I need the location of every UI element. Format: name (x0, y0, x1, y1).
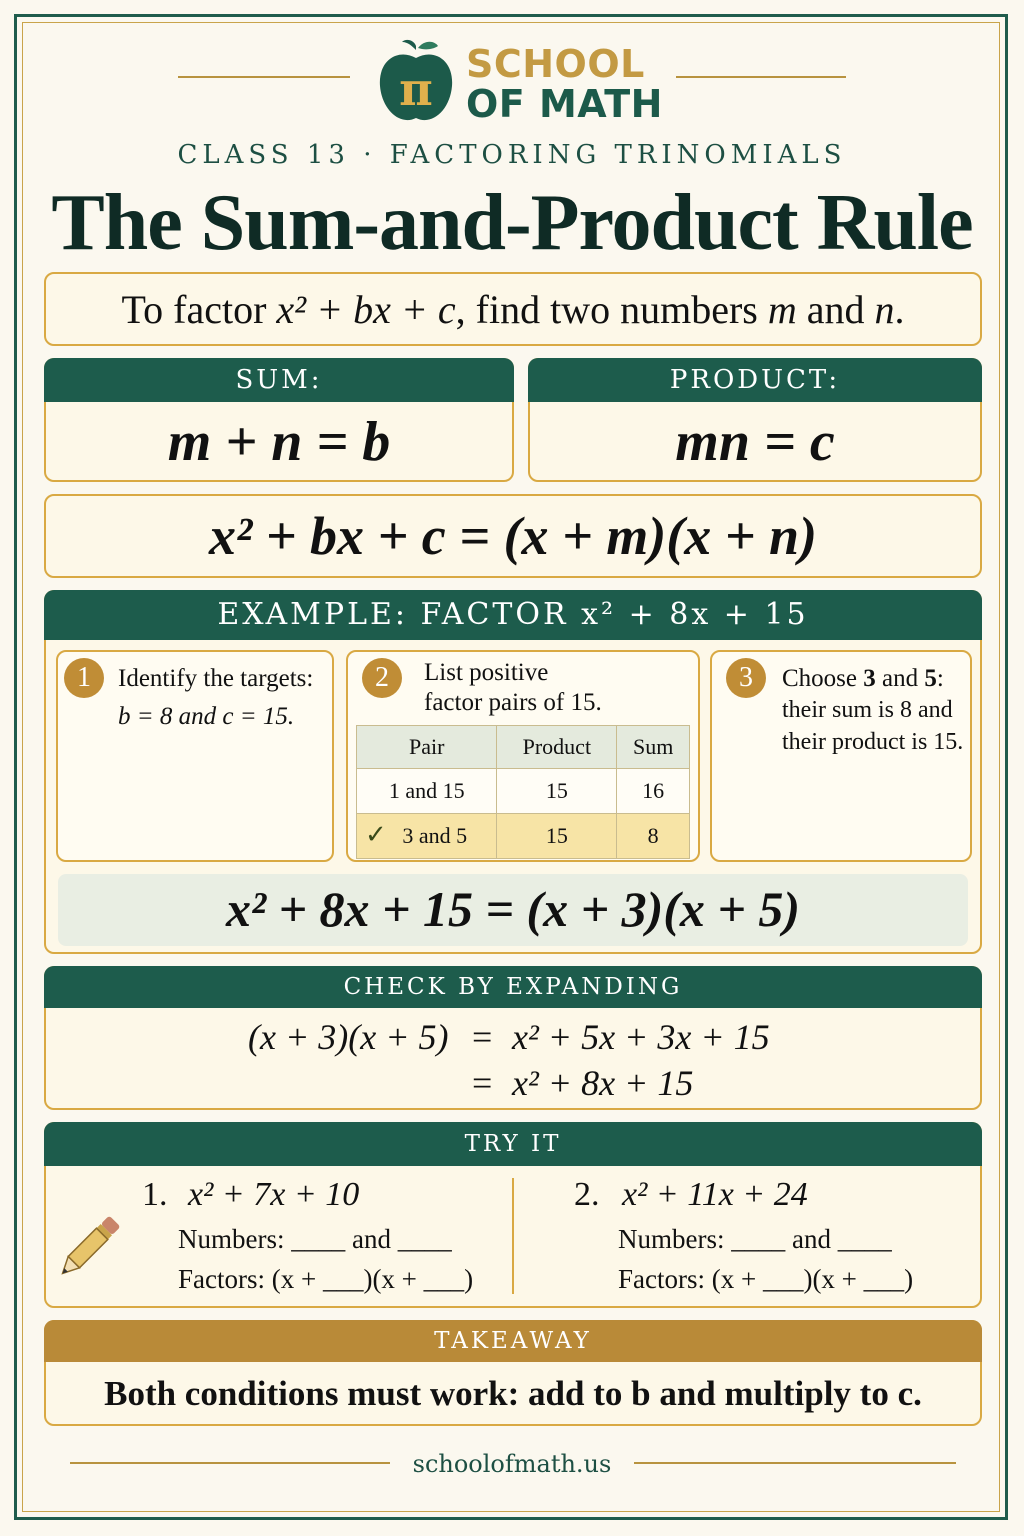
step3-line2: their sum is 8 and (782, 697, 953, 723)
apple-logo-icon (376, 38, 456, 126)
try-p1-numbers: Numbers: ____ and ____ (178, 1224, 452, 1254)
step2-line2: factor pairs of 15. (424, 689, 602, 716)
sum-label: SUM: (44, 358, 514, 402)
footer-url[interactable]: schoolofmath.us (412, 1450, 612, 1478)
table-cell (357, 814, 497, 859)
table-cell: 16 (617, 769, 690, 814)
table-cell: 15 (497, 769, 617, 814)
intro-pre: To factor (121, 287, 277, 332)
general-formula: x² + bx + c = (x + m)(x + n) (209, 506, 817, 566)
factor-pairs-table (356, 725, 690, 859)
header-rule-right (676, 76, 846, 78)
step3-line3: their product is 15. (782, 729, 964, 755)
intro-and: and (796, 287, 875, 332)
step2-line1: List positive (424, 659, 549, 686)
brand-line2: OF MATH (466, 82, 663, 126)
step1-number: 1 (64, 658, 104, 698)
pencil-icon (50, 1210, 126, 1286)
table-cell: 15 (497, 814, 617, 859)
step1-line2: b = 8 and c = 15. (118, 703, 295, 730)
class-subtitle: CLASS 13 · FACTORING TRINOMIALS (177, 140, 847, 170)
step3-line1 (782, 662, 944, 695)
table-header-sum: Sum (617, 726, 690, 769)
sum-formula: m + n = b (167, 411, 391, 473)
check-eq-1: = (472, 1017, 493, 1057)
step3-num-a: 3 (863, 665, 876, 692)
table-cell: 1 and 15 (357, 769, 497, 814)
try-divider (512, 1178, 514, 1294)
table-row-highlighted (357, 814, 690, 859)
table-cell-text: 3 and 5 (402, 823, 468, 848)
try-p2-numbers: Numbers: ____ and ____ (618, 1224, 892, 1254)
product-label: PRODUCT: (528, 358, 982, 402)
try-p2-expr: x² + 11x + 24 (622, 1176, 808, 1213)
intro-m: m (767, 287, 797, 332)
intro-mid: , find two numbers (455, 287, 768, 332)
intro-n: n (874, 287, 895, 332)
try-p2-number: 2. (574, 1176, 600, 1213)
takeaway-header: TAKEAWAY (44, 1320, 982, 1362)
table-header-row (357, 726, 690, 769)
try-p2-factors: Factors: (x + ___)(x + ___) (618, 1264, 914, 1294)
check-eq-2: = (472, 1063, 493, 1103)
try-p1-expr: x² + 7x + 10 (188, 1176, 360, 1213)
try-p1-number: 1. (142, 1176, 168, 1213)
step3-text: and (875, 665, 925, 692)
page-title: The Sum-and-Product Rule (51, 179, 973, 267)
try-p1-factors: Factors: (x + ___)(x + ___) (178, 1264, 474, 1294)
example-result: x² + 8x + 15 = (x + 3)(x + 5) (225, 881, 801, 937)
step1-line1: Identify the targets: (118, 665, 314, 692)
takeaway-text: Both conditions must work: add to b and multiply to c. (104, 1374, 922, 1413)
step3-number: 3 (726, 658, 766, 698)
example-header: EXAMPLE: FACTOR x² + 8x + 15 (44, 590, 982, 640)
brand-name (466, 44, 663, 124)
table-header-pair: Pair (357, 726, 497, 769)
check-rhs-1: x² + 5x + 3x + 15 (512, 1017, 770, 1057)
table-header-product: Product (497, 726, 617, 769)
table-row (357, 769, 690, 814)
step3-text: : (936, 665, 944, 692)
header-rule-left (178, 76, 350, 78)
brand-line1: SCHOOL (466, 42, 645, 86)
intro-box (44, 272, 982, 346)
intro-expr: x² + bx + c (276, 287, 456, 332)
step2-number: 2 (362, 658, 402, 698)
check-lhs: (x + 3)(x + 5) (248, 1017, 449, 1057)
pi-glyph: π (399, 62, 433, 116)
checkmark-icon: ✓ (365, 820, 387, 850)
intro-end: . (894, 287, 905, 332)
step3-text: Choose (782, 665, 864, 692)
check-rhs-2: x² + 8x + 15 (512, 1063, 694, 1103)
table-cell: 8 (617, 814, 690, 859)
product-formula: mn = c (675, 411, 835, 473)
step3-num-b: 5 (924, 665, 937, 692)
try-header: TRY IT (44, 1122, 982, 1166)
check-header: CHECK BY EXPANDING (44, 966, 982, 1008)
